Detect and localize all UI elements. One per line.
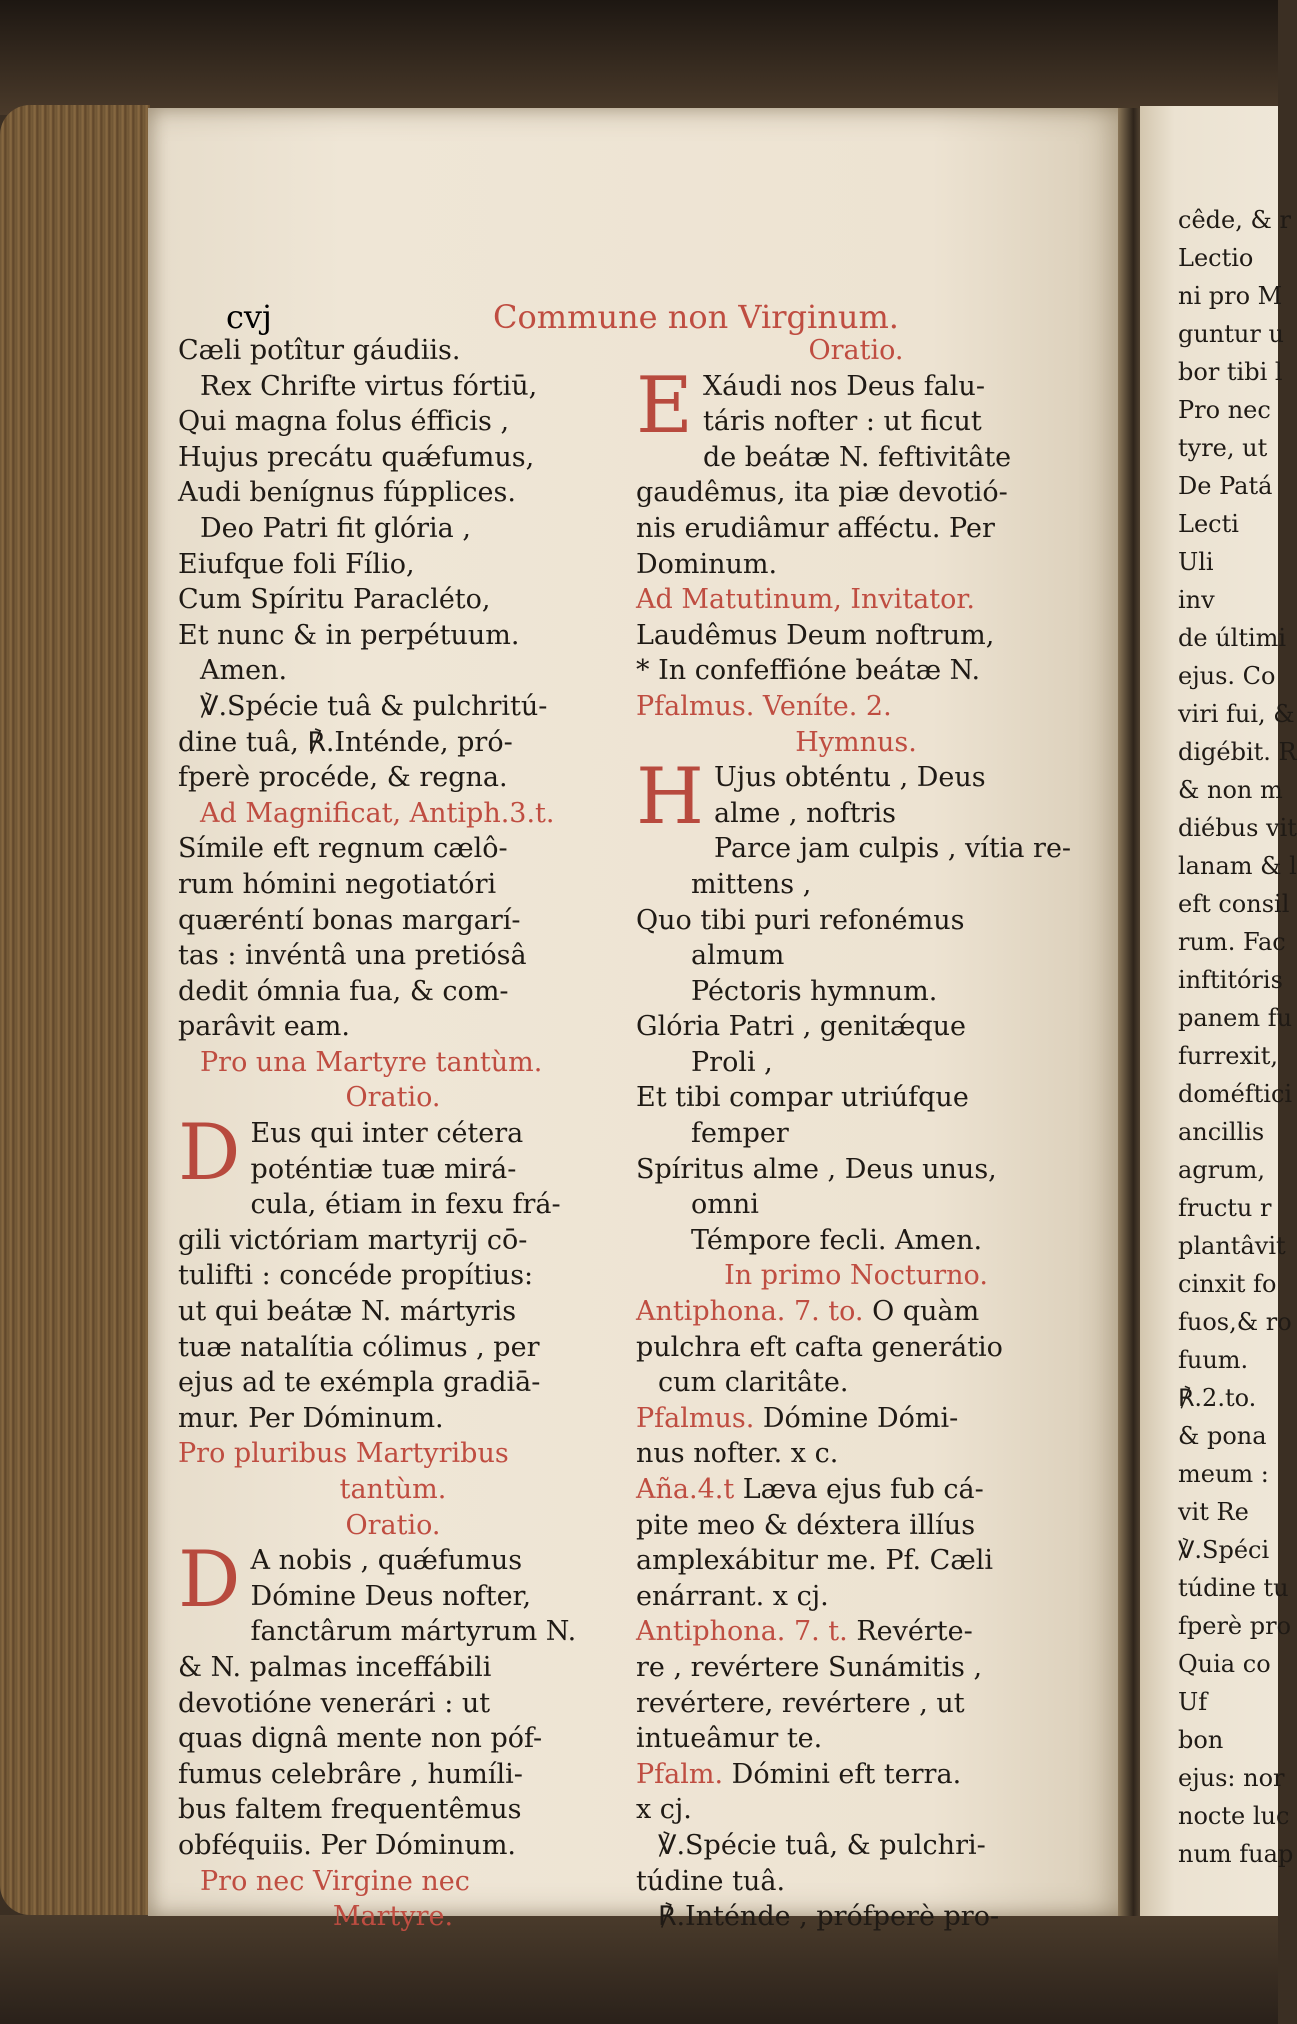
line-text: mur. Per Dóminum. (178, 1402, 444, 1434)
text-line (636, 1721, 1076, 1757)
line-text: parâvit eam. (178, 1011, 350, 1043)
next-page-line: fperè pro (1178, 1612, 1292, 1640)
next-page-line: Uli (1178, 548, 1214, 576)
text-line (178, 1080, 608, 1116)
line-text: poténtiæ tuæ mirá- (250, 1153, 517, 1185)
line-text: de beátæ N. feftivitâte (702, 441, 1012, 473)
next-page-line: Quia co (1178, 1650, 1271, 1678)
text-line (636, 1401, 1076, 1437)
line-text: Deo Patri fit glória , (200, 512, 471, 544)
line-text: femper (691, 1118, 789, 1150)
text-line (636, 582, 1076, 618)
line-text: Et tibi compar utriúfque (636, 1082, 969, 1114)
line-text: Qui magna folus éfficis , (178, 406, 510, 438)
next-page-line: ejus: nor (1178, 1764, 1285, 1792)
line-text: ut qui beátæ N. mártyris (178, 1296, 517, 1328)
text-line (178, 760, 608, 796)
text-line (178, 618, 608, 654)
line-text: re , revértere Sunámitis , (636, 1651, 983, 1683)
line-text: ℣.Spécie tuâ, & pulchri- (658, 1829, 986, 1861)
text-line (636, 1080, 1076, 1116)
line-text: rum hómini negotiatóri (178, 868, 497, 900)
drop-capital: E (636, 360, 693, 451)
text-line (178, 1614, 608, 1650)
line-text: Audi benígnus fúpplices. (178, 477, 516, 509)
text-line (636, 547, 1076, 583)
next-page-line: Pro nec (1178, 396, 1271, 424)
text-line (178, 725, 608, 761)
line-text: devotióne venerári : ut (178, 1687, 491, 1719)
line-text: quæréntí bonas margarí- (178, 904, 521, 936)
next-page-line: digébit. R (1178, 738, 1297, 766)
next-page-line: bon (1178, 1726, 1224, 1754)
text-line (636, 1365, 1076, 1401)
line-text: ℣.Spécie tuâ & pulchritú- (200, 690, 548, 722)
text-line (636, 938, 1076, 974)
text-line (636, 974, 1076, 1010)
text-line (636, 1757, 1076, 1793)
text-line (636, 475, 1076, 511)
text-line (636, 1045, 1076, 1081)
line-text: nus nofter. x c. (636, 1438, 839, 1470)
running-title: Commune non Virginum. (493, 298, 899, 336)
text-line (178, 1721, 608, 1757)
line-text: dine tuâ, ℟.Inténde, pró- (178, 726, 513, 758)
left-text-column (178, 333, 608, 1935)
next-page-line: agrum, (1178, 1156, 1265, 1184)
text-line (178, 547, 608, 583)
next-page-line: vit Re (1178, 1498, 1249, 1526)
text-line (178, 1223, 608, 1259)
text-line (636, 1614, 1076, 1650)
line-text: Pro una Martyre tantùm. (200, 1046, 543, 1078)
next-page-line: meum : (1178, 1460, 1269, 1488)
next-page-line: & non m (1178, 776, 1283, 804)
line-text: almum (691, 940, 785, 972)
line-text: enárrant. x cj. (636, 1580, 829, 1612)
text-line (178, 1508, 608, 1544)
text-line (178, 1258, 608, 1294)
text-line (636, 511, 1076, 547)
line-text: intueâmur te. (636, 1723, 823, 1755)
next-page-line: inv (1178, 586, 1215, 614)
drop-capital: D (178, 1535, 241, 1626)
line-text: omni (691, 1189, 759, 1221)
next-page-line: nocte luc (1178, 1802, 1290, 1830)
line-text: dedit ómnia fua, & com- (178, 975, 509, 1007)
next-page-line: fructu r (1178, 1194, 1272, 1222)
book-fore-edge (0, 105, 150, 1915)
text-line (636, 1543, 1076, 1579)
text-line (178, 1294, 608, 1330)
line-text: tas : invéntâ una pretiósâ (178, 940, 527, 972)
text-line (636, 867, 1076, 903)
drop-capital: D (178, 1108, 241, 1199)
text-line (178, 831, 608, 867)
next-page-text-column (1178, 201, 1297, 1873)
text-line (636, 1116, 1076, 1152)
next-page-line: panem fu (1178, 1004, 1293, 1032)
line-text: Antiphona. 7. to. O quàm (636, 1296, 980, 1328)
line-text: pulchra eft cafta generátio (636, 1331, 1003, 1363)
text-line (178, 903, 608, 939)
text-line (178, 369, 608, 405)
line-text: Pfalm. Dómini eft terra. (636, 1758, 962, 1790)
text-line (178, 1152, 608, 1188)
line-text: obféquiis. Per Dóminum. (178, 1829, 517, 1861)
text-line (178, 333, 608, 369)
line-text: Proli , (691, 1046, 773, 1078)
text-line (636, 1472, 1076, 1508)
text-line (636, 1009, 1076, 1045)
next-page-line: cêde, & r (1178, 206, 1291, 234)
line-text: Oratio. (345, 1509, 441, 1541)
text-line (178, 653, 608, 689)
text-line (178, 796, 608, 832)
text-line (636, 653, 1076, 689)
text-line (636, 440, 1076, 476)
text-line (178, 511, 608, 547)
text-line (636, 618, 1076, 654)
text-line (178, 404, 608, 440)
folio-number: cvj (226, 298, 272, 336)
line-text: Parce jam culpis , vítia re- (714, 833, 1072, 865)
text-line (178, 475, 608, 511)
next-page-line: fuos,& ro (1178, 1308, 1292, 1336)
text-line (636, 1650, 1076, 1686)
line-text: Dómine Deus nofter, (250, 1580, 532, 1612)
next-page-line: de últimi (1178, 624, 1287, 652)
line-text: Dominum. (636, 548, 778, 580)
line-text: Hujus precátu quǽfumus, (178, 441, 535, 473)
next-page-line: túdine tu (1178, 1574, 1289, 1602)
line-text: Amen. (200, 655, 288, 687)
text-line (636, 1258, 1076, 1294)
line-text: & N. palmas inceffábili (178, 1651, 492, 1683)
text-line (178, 1009, 608, 1045)
text-line (178, 1828, 608, 1864)
text-line (178, 1045, 608, 1081)
line-text: pite meo & déxtera illíus (636, 1509, 976, 1541)
text-line (636, 1508, 1076, 1544)
line-text: Pfalmus. Dómine Dómi- (636, 1402, 959, 1434)
text-line (636, 1187, 1076, 1223)
line-text: Hymnus. (795, 726, 917, 758)
line-text: tantùm. (339, 1474, 447, 1505)
text-line (178, 974, 608, 1010)
line-text: gili victóriam martyrij cō- (178, 1224, 528, 1256)
next-page-line: eft consil (1178, 890, 1290, 918)
next-page-line: num fuap (1178, 1840, 1294, 1868)
line-text: Oratio. (345, 1082, 441, 1114)
text-line (178, 1187, 608, 1223)
line-text: In primo Nocturno. (724, 1260, 988, 1292)
next-page-line: guntur u (1178, 320, 1284, 348)
next-page-line: diébus vit (1178, 814, 1297, 842)
text-line (178, 582, 608, 618)
text-line (636, 1152, 1076, 1188)
text-line (178, 1579, 608, 1615)
next-page-line: ni pro M (1178, 282, 1283, 310)
text-line (178, 440, 608, 476)
line-text: Glória Patri , genitǽque (636, 1011, 967, 1043)
background-top (0, 0, 1278, 115)
text-line (178, 1436, 608, 1472)
line-text: túdine tuâ. (636, 1865, 786, 1897)
text-line (636, 404, 1076, 440)
text-line (636, 1899, 1076, 1935)
text-line (178, 1757, 608, 1793)
line-text: gaudêmus, ita piæ devotió- (636, 477, 1008, 509)
text-line (178, 1365, 608, 1401)
line-text: amplexábitur me. Pf. Cæli (636, 1545, 993, 1577)
line-text: Añа.4.t Læva ejus fub cá- (636, 1474, 984, 1505)
text-line (178, 1401, 608, 1437)
text-line (178, 938, 608, 974)
text-line (636, 1223, 1076, 1259)
text-line (178, 867, 608, 903)
text-line (636, 1579, 1076, 1615)
line-text: cum claritâte. (658, 1367, 849, 1399)
next-page-line: inftitóris (1178, 966, 1283, 994)
line-text: x cj. (636, 1794, 692, 1826)
line-text: fanctârum mártyrum N. (250, 1616, 577, 1648)
next-page-line: viri fui, & (1178, 700, 1295, 728)
book-page-left (148, 108, 1128, 1933)
text-line (636, 1436, 1076, 1472)
line-text: Témpore fecli. Amen. (691, 1224, 983, 1256)
line-text: Eiufque foli Fílio, (178, 548, 415, 580)
line-text: Ujus obténtu , Deus (714, 762, 986, 794)
next-page-line: bor tibi l (1178, 358, 1283, 386)
line-text: Et nunc & in perpétuum. (178, 619, 520, 651)
line-text: alme , noftris (714, 797, 896, 829)
text-line (636, 1686, 1076, 1722)
line-text: Martyre. (332, 1901, 454, 1933)
text-line (636, 1330, 1076, 1366)
next-page-line: cinxit fo (1178, 1270, 1277, 1298)
line-text: tulifti : concéde propítius: (178, 1260, 534, 1292)
line-text: Símile eft regnum cælô- (178, 833, 508, 865)
next-page-line: ℟.2.to. (1178, 1384, 1257, 1412)
next-page-line: ejus. Co (1178, 662, 1276, 690)
line-text: fperè procéde, & regna. (178, 762, 508, 794)
line-text: Oratio. (808, 335, 904, 366)
line-text: quas dignâ mente non póf- (178, 1723, 543, 1755)
next-page-line: De Patá (1178, 472, 1273, 500)
book-page-right-fragment (1140, 106, 1297, 1916)
text-line (636, 1864, 1076, 1900)
next-page-line: fuum. (1178, 1346, 1249, 1374)
next-page-line: lanam & l (1178, 852, 1297, 880)
text-line (636, 689, 1076, 725)
right-text-column (636, 333, 1076, 1935)
text-line (178, 1330, 608, 1366)
text-line (178, 1899, 608, 1935)
text-line (636, 903, 1076, 939)
line-text: Xáudi nos Deus falu- (702, 370, 985, 402)
line-text: Rex Chrifte virtus fórtiū, (200, 370, 538, 402)
drop-capital: H (636, 752, 705, 843)
text-line (636, 333, 1076, 369)
line-text: ejus ad te exémpla gradiā- (178, 1367, 541, 1399)
text-line (178, 1864, 608, 1900)
next-page-line: doméftici (1178, 1080, 1293, 1108)
line-text: * In confeffióne beátæ N. (636, 655, 981, 687)
line-text: Spíritus alme , Deus unus, (636, 1153, 997, 1185)
text-line (178, 1792, 608, 1828)
line-text: táris nofter : ut ficut (702, 406, 982, 438)
line-text: Pro pluribus Martyribus (178, 1438, 509, 1470)
next-page-line: ancillis (1178, 1118, 1265, 1146)
text-line (636, 1828, 1076, 1864)
next-page-line: Lecti (1178, 510, 1239, 538)
line-text: Ad Matutinum, Invitator. (636, 584, 975, 616)
line-text: tuæ natalítia cólimus , per (178, 1331, 540, 1363)
line-text: Antiphona. 7. t. Revérte- (636, 1616, 973, 1648)
text-line (178, 1686, 608, 1722)
line-text: Ad Magnificat, Antiph.3.t. (200, 797, 555, 829)
line-text: mittens , (691, 868, 812, 900)
next-page-line: ℣.Spéci (1178, 1536, 1270, 1564)
text-line (178, 1472, 608, 1508)
line-text: Pro nec Virgine nec (200, 1865, 470, 1897)
line-text: bus faltem frequentêmus (178, 1794, 522, 1826)
line-text: cula, étiam in fexu frá- (250, 1189, 561, 1221)
text-line (636, 1792, 1076, 1828)
line-text: revértere, revértere , ut (636, 1687, 965, 1719)
line-text: fumus celebrâre , humíli- (178, 1758, 523, 1790)
line-text: ℟.Inténde , prófperè pro- (658, 1901, 1000, 1933)
line-text: Eus qui inter cétera (250, 1118, 524, 1150)
line-text: Cum Spíritu Paracléto, (178, 584, 491, 616)
line-text: Pfalmus. Veníte. 2. (636, 690, 892, 722)
next-page-line: rum. Fac (1178, 928, 1286, 956)
next-page-line: & pona (1178, 1422, 1267, 1450)
line-text: Laudêmus Deum noftrum, (636, 619, 995, 651)
text-line (636, 1294, 1076, 1330)
line-text: Péctoris hymnum. (691, 975, 938, 1007)
line-text: A nobis , quǽfumus (250, 1545, 523, 1577)
line-text: Cæli potîtur gáudiis. (178, 335, 461, 366)
text-line (178, 1650, 608, 1686)
line-text: nis erudiâmur afféctu. Per (636, 512, 995, 544)
next-page-line: Lectio (1178, 244, 1254, 272)
line-text: Quo tibi puri refonémus (636, 904, 965, 936)
next-page-line: Uf (1178, 1688, 1208, 1716)
next-page-line: plantâvit (1178, 1232, 1286, 1260)
text-line (178, 689, 608, 725)
next-page-line: tyre, ut (1178, 434, 1268, 462)
next-page-line: furrexit, (1178, 1042, 1278, 1070)
